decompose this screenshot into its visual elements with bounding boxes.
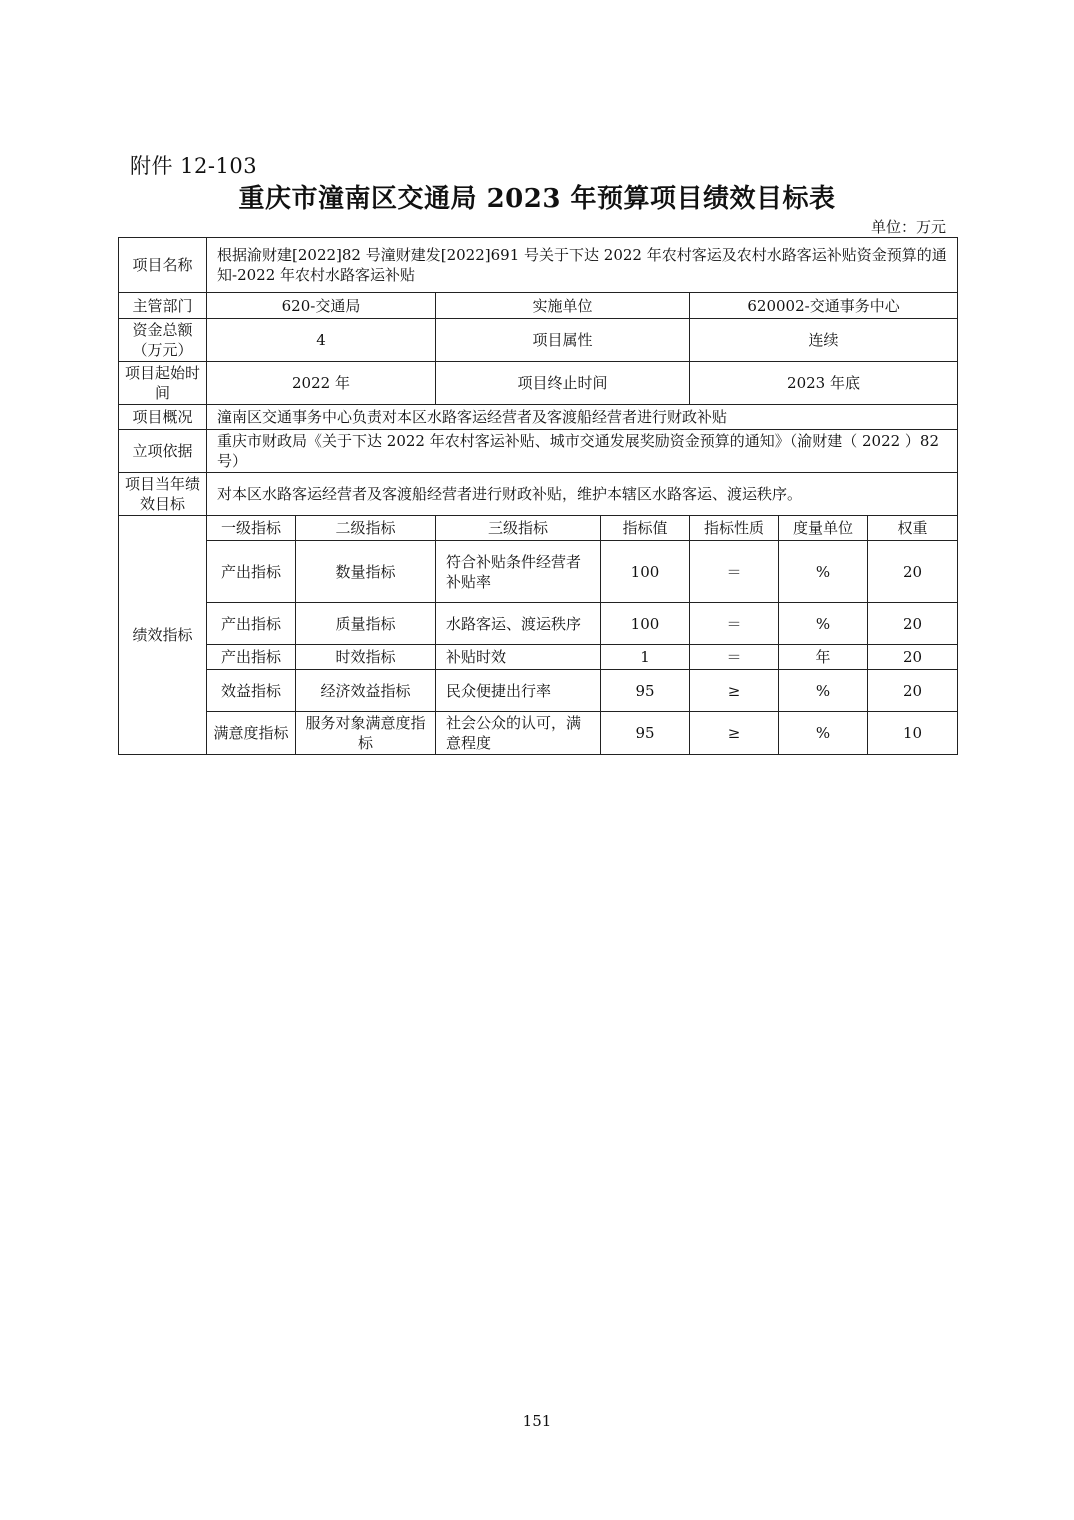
- overview-value: 潼南区交通事务中心负责对本区水路客运经营者及客渡船经营者进行财政补贴: [207, 405, 958, 430]
- unit-cell: %: [779, 603, 868, 645]
- unit-label: 单位：万元: [870, 218, 946, 236]
- weight-cell: 20: [868, 645, 958, 670]
- basis-value: 重庆市财政局《关于下达 2022 年农村客运补贴、城市交通发展奖励资金预算的通知》（渝财建（ 2022 ）82 号）: [207, 430, 958, 473]
- department-label: 主管部门: [119, 293, 207, 319]
- value-cell: 95: [601, 670, 690, 712]
- level1-cell: 效益指标: [207, 670, 296, 712]
- end-time-value: 2023 年底: [690, 362, 958, 405]
- row-funds: [119, 319, 958, 362]
- level2-cell: 时效指标: [296, 645, 436, 670]
- level2-cell: 经济效益指标: [296, 670, 436, 712]
- project-attribute-label: 项目属性: [436, 319, 690, 362]
- overview-label: 项目概况: [119, 405, 207, 430]
- header-nature: 指标性质: [690, 516, 779, 541]
- nature-cell: ≥: [690, 670, 779, 712]
- level1-cell: 满意度指标: [207, 712, 296, 755]
- header-unit: 度量单位: [779, 516, 868, 541]
- row-annual-goal: [119, 473, 958, 516]
- weight-cell: 20: [868, 670, 958, 712]
- header-value: 指标值: [601, 516, 690, 541]
- weight-cell: 10: [868, 712, 958, 755]
- unit-cell: %: [779, 670, 868, 712]
- value-cell: 100: [601, 603, 690, 645]
- row-period: [119, 362, 958, 405]
- annual-goal-value: 对本区水路客运经营者及客渡船经营者进行财政补贴，维护本辖区水路客运、渡运秩序。: [207, 473, 958, 516]
- attachment-label: 附件 12-103: [130, 154, 258, 178]
- weight-cell: 20: [868, 541, 958, 603]
- nature-cell: ＝: [690, 603, 779, 645]
- table-row: [119, 670, 958, 712]
- level1-cell: 产出指标: [207, 645, 296, 670]
- row-department: [119, 293, 958, 319]
- level3-cell: 补贴时效: [436, 645, 601, 670]
- project-attribute-value: 连续: [690, 319, 958, 362]
- total-funds-label: 资金总额（万元）: [119, 319, 207, 362]
- level2-cell: 质量指标: [296, 603, 436, 645]
- level3-cell: 符合补贴条件经营者补贴率: [436, 541, 601, 603]
- indicator-header-row: [119, 516, 958, 541]
- start-time-label: 项目起始时间: [119, 362, 207, 405]
- unit-cell: %: [779, 712, 868, 755]
- end-time-label: 项目终止时间: [436, 362, 690, 405]
- nature-cell: ≥: [690, 712, 779, 755]
- level2-cell: 数量指标: [296, 541, 436, 603]
- header-level1: 一级指标: [207, 516, 296, 541]
- implementing-unit-label: 实施单位: [436, 293, 690, 319]
- page-title: 重庆市潼南区交通局 2023 年预算项目绩效目标表: [238, 184, 836, 214]
- value-cell: 100: [601, 541, 690, 603]
- implementing-unit-value: 620002-交通事务中心: [690, 293, 958, 319]
- header-weight: 权重: [868, 516, 958, 541]
- annual-goal-label: 项目当年绩效目标: [119, 473, 207, 516]
- level3-cell: 民众便捷出行率: [436, 670, 601, 712]
- project-name-label: 项目名称: [119, 238, 207, 293]
- header-level3: 三级指标: [436, 516, 601, 541]
- basis-label: 立项依据: [119, 430, 207, 473]
- page-number: 151: [522, 1412, 552, 1430]
- project-name-value: 根据渝财建[2022]82 号潼财建发[2022]691 号关于下达 2022 年农村客运及农村水路客运补贴资金预算的通知-2022 年农村水路客运补贴: [207, 238, 958, 293]
- performance-table: [118, 237, 958, 755]
- table-row: [119, 541, 958, 603]
- nature-cell: ＝: [690, 541, 779, 603]
- unit-cell: 年: [779, 645, 868, 670]
- table-row: [119, 645, 958, 670]
- value-cell: 1: [601, 645, 690, 670]
- level1-cell: 产出指标: [207, 541, 296, 603]
- unit-cell: %: [779, 541, 868, 603]
- value-cell: 95: [601, 712, 690, 755]
- weight-cell: 20: [868, 603, 958, 645]
- table-row: [119, 712, 958, 755]
- department-value: 620-交通局: [207, 293, 436, 319]
- header-level2: 二级指标: [296, 516, 436, 541]
- row-project-name: [119, 238, 958, 293]
- level3-cell: 社会公众的认可，满意程度: [436, 712, 601, 755]
- level1-cell: 产出指标: [207, 603, 296, 645]
- total-funds-value: 4: [207, 319, 436, 362]
- indicators-section-label: 绩效指标: [119, 516, 207, 755]
- start-time-value: 2022 年: [207, 362, 436, 405]
- table-row: [119, 603, 958, 645]
- row-overview: [119, 405, 958, 430]
- row-basis: [119, 430, 958, 473]
- level3-cell: 水路客运、渡运秩序: [436, 603, 601, 645]
- level2-cell: 服务对象满意度指标: [296, 712, 436, 755]
- nature-cell: ＝: [690, 645, 779, 670]
